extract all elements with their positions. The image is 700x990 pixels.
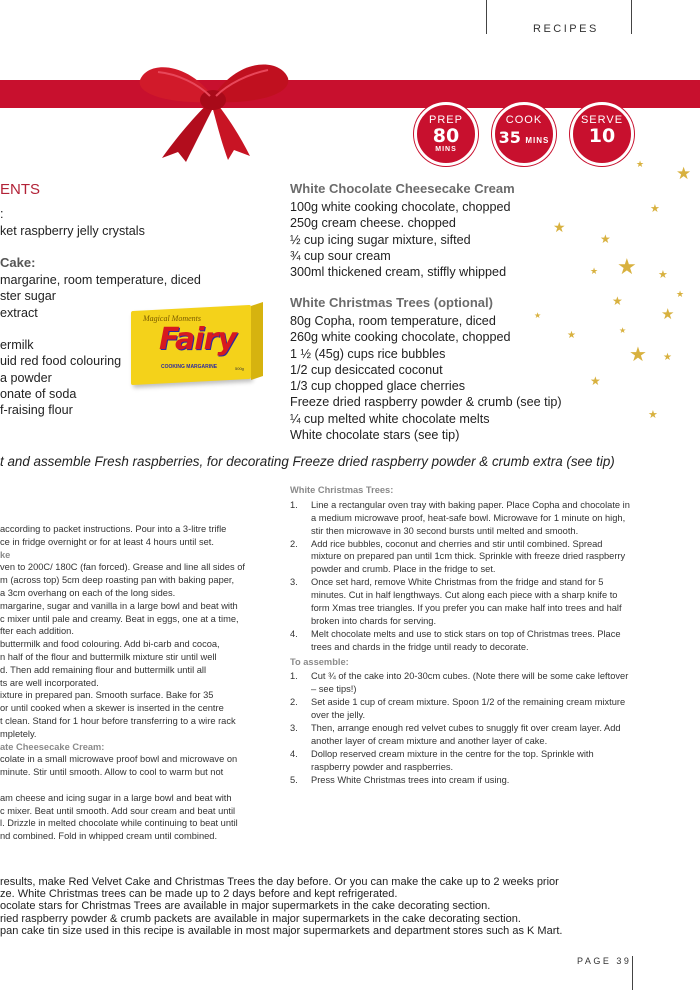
step-text: Press White Christmas trees into cream if using.: [311, 774, 510, 785]
star-icon: ★: [658, 269, 668, 281]
step-text: Melt chocolate melts and use to stick stars on top of Christmas trees. Place trees and chards in the fridge until ready to decorate.: [311, 628, 621, 652]
product-tagline: Magical Moments: [143, 314, 201, 323]
step-number: 3.: [290, 723, 298, 734]
method-line: ts are well incorporated.: [0, 677, 99, 688]
method-subheading: ke: [0, 549, 11, 560]
fairy-margarine-box: [131, 302, 263, 384]
method-left-column: [0, 523, 245, 843]
tip-line: results, make Red Velvet Cake and Christmas Trees the day before. Or you can make the cake up to 2 weeks prior: [0, 876, 559, 888]
method-line: according to packet instructions. Pour into a 3-litre trifle: [0, 524, 227, 534]
step-number: 2.: [290, 538, 298, 549]
star-icon: ★: [612, 294, 623, 308]
product-subtitle: COOKING MARGARINE: [161, 364, 218, 370]
star-icon: ★: [663, 352, 672, 363]
star-icon: ★: [600, 232, 611, 246]
ingredients-heading: ENTS: [0, 181, 41, 198]
method-line: nd combined. Fold in whipped cream until combined.: [0, 831, 218, 842]
step-text: Set aside 1 cup of cream mixture. Spoon 1/2 of the remaining cream mixture over the jelly.: [311, 697, 626, 721]
method-line: d. Then add remaining flour and buttermilk until all: [0, 664, 207, 675]
header-divider-left: [486, 0, 487, 34]
trees-heading: White Christmas Trees (optional): [290, 295, 493, 310]
serve-label: SERVE: [580, 114, 624, 126]
product-brand: Fairy: [159, 322, 236, 357]
step-number: 1.: [290, 671, 298, 682]
ingredient-line: :: [0, 207, 4, 221]
cook-value: 35: [498, 128, 521, 147]
star-icon: ★: [676, 164, 692, 183]
ingredient-line: ermilk: [0, 338, 34, 353]
trees-ingredients: [290, 313, 562, 443]
method-step: [290, 722, 635, 748]
serve-badge: [570, 102, 634, 166]
trees-method-heading: White Christmas Trees:: [290, 485, 394, 495]
method-line: l. Drizzle in melted chocolate while continuing to beat until: [0, 818, 238, 829]
method-line: c mixer until pale and creamy. Beat in eggs, one at a time,: [0, 613, 239, 624]
cream-heading: White Chocolate Cheesecake Cream: [290, 181, 515, 196]
method-line: ven to 200C/ 180C (fan forced). Grease and line all sides of: [0, 562, 245, 573]
method-step: [290, 748, 635, 774]
assemble-ingredients-line: t and assemble Fresh raspberries, for decorating Freeze dried raspberry powder & crumb extra (see tip): [0, 454, 615, 469]
ingredient-line: Freeze dried raspberry powder & crumb (see tip): [290, 395, 562, 410]
header-divider-right: [631, 0, 632, 34]
star-icon: ★: [619, 326, 627, 335]
step-text: Dollop reserved cream mixture in the centre for the top. Sprinkle with raspberry powder and raspberries.: [311, 748, 594, 772]
method-step: [290, 774, 635, 787]
ingredient-line: 1 ½ (45g) cups rice bubbles: [290, 346, 446, 361]
method-line: fter each addition.: [0, 626, 74, 637]
method-step: [290, 628, 635, 654]
ingredient-line: 300ml thickened cream, stiffly whipped: [290, 265, 507, 280]
ingredient-line: ket raspberry jelly crystals: [0, 224, 145, 238]
star-icon: ★: [648, 409, 658, 421]
bow-icon: [128, 52, 298, 164]
method-line: am cheese and icing sugar in a large bowl and beat with: [0, 792, 232, 803]
step-number: 4.: [290, 748, 298, 759]
method-line: or until cooked when a skewer is inserted in the centre: [0, 703, 224, 714]
step-number: 3.: [290, 577, 298, 588]
star-icon: ★: [650, 203, 660, 215]
assemble-method-steps: [290, 670, 635, 786]
method-subheading: ate Cheesecake Cream:: [0, 741, 105, 752]
prep-time-badge: [414, 102, 478, 166]
method-line: colate in a small microwave proof bowl and microwave on: [0, 754, 238, 765]
method-line: margarine, sugar and vanilla in a large bowl and beat with: [0, 600, 238, 611]
tip-line: pan cake tin size used in this recipe is available in most major supermarkets and department stores such as K Mart.: [0, 924, 563, 937]
ingredient-line: 250g cream cheese. chopped: [290, 216, 456, 231]
step-number: 5.: [290, 774, 298, 785]
tip-line: ze. White Christmas trees can be made up to 2 days before and kept refrigerated.: [0, 888, 398, 901]
ingredient-line: onate of soda: [0, 387, 77, 402]
ingredient-line: uid red food colouring: [0, 354, 122, 369]
method-step: [290, 499, 635, 538]
cream-ingredients: [290, 199, 511, 280]
tip-line: ocolate stars for Christmas Trees are available in major supermarkets in the cake decorating section.: [0, 900, 491, 913]
star-icon: ★: [676, 289, 685, 299]
method-step: [290, 670, 635, 696]
ingredient-line: White chocolate stars (see tip): [290, 428, 460, 443]
method-line: ce in fridge overnight or for at least 4 hours until set.: [0, 536, 214, 547]
ingredient-line: 80g Copha, room temperature, diced: [290, 314, 496, 328]
cook-label: COOK: [505, 114, 543, 126]
prep-label: PREP: [429, 114, 463, 126]
ingredient-line: 260g white cooking chocolate, chopped: [290, 330, 511, 345]
star-icon: ★: [629, 344, 647, 366]
step-text: Once set hard, remove White Christmas from the fridge and stand for 5 minutes. Cut in half lengthways. Cut along each piece with a sharp knife to form Xmas tree triangles. If you prefer you can make half into trees and half broken into chards for serving.: [311, 577, 622, 626]
trees-method-steps: [290, 499, 635, 654]
star-icon: ★: [617, 254, 637, 279]
serve-value: 10: [588, 125, 616, 147]
ingredient-line: margarine, room temperature, diced: [0, 273, 201, 287]
ingredient-line: a powder: [0, 370, 52, 385]
tip-line: ried raspberry powder & crumb packets are available in major supermarkets in the cake decorating section.: [0, 912, 521, 925]
ingredient-line: ¾ cup sour cream: [290, 248, 391, 263]
method-line: mpletely.: [0, 728, 37, 739]
method-step: [290, 538, 635, 577]
prep-value: 80: [432, 125, 460, 147]
method-line: t clean. Stand for 1 hour before transferring to a wire rack: [0, 715, 236, 726]
star-icon: ★: [661, 306, 675, 323]
star-icon: ★: [636, 159, 645, 169]
method-line: m (across top) 5cm deep roasting pan with baking paper,: [0, 575, 235, 586]
cook-time-badge: [492, 102, 556, 166]
method-step: [290, 696, 635, 722]
assemble-method-heading: To assemble:: [290, 656, 349, 667]
star-icon: ★: [590, 266, 599, 276]
ingredient-line: ¼ cup melted white chocolate melts: [290, 411, 490, 426]
step-text: Then, arrange enough red velvet cubes to snuggly fit over cream layer. Add another layer of cream mixture and another layer of cake.: [311, 723, 621, 746]
ingredient-line: ster sugar: [0, 289, 56, 304]
ingredient-line: 100g white cooking chocolate, chopped: [290, 200, 511, 214]
ingredient-line: 1/3 cup chopped glace cherries: [290, 379, 466, 394]
ingredient-line: extract: [0, 305, 38, 320]
method-line: c mixer. Beat until smooth. Add sour cream and beat until: [0, 805, 236, 816]
method-line: [0, 779, 245, 792]
step-number: 4.: [290, 628, 298, 639]
method-line: n half of the flour and buttermilk mixture stir until well: [0, 651, 217, 662]
tips-section: [0, 876, 562, 937]
product-weight: 500g: [235, 366, 244, 371]
method-right-column: [290, 484, 635, 787]
method-step: [290, 576, 635, 628]
step-text: Cut ¾ of the cake into 20-30cm cubes. (Note there will be some cake leftover – see tips!): [311, 671, 629, 695]
ingredient-line: 1/2 cup desiccated coconut: [290, 362, 443, 377]
prep-unit: MINS: [435, 146, 457, 153]
cake-heading: Cake:: [0, 255, 36, 270]
method-line: buttermilk and food colouring. Add bi-carb and cocoa,: [0, 639, 220, 650]
footer-divider: [632, 956, 633, 990]
step-number: 2.: [290, 697, 298, 708]
section-label: RECIPES: [533, 23, 599, 35]
step-number: 1.: [290, 499, 298, 510]
method-line: minute. Stir until smooth. Allow to cool to warm but not: [0, 767, 224, 778]
star-icon: ★: [567, 330, 576, 341]
star-icon: ★: [534, 311, 542, 320]
method-line: ixture in prepared pan. Smooth surface. Bake for 35: [0, 690, 214, 701]
step-text: Line a rectangular oven tray with baking paper. Place Copha and chocolate in a medium microwave proof, heat-safe bowl. Microwave for 1 minute on high, stir then microwave in 30 second bursts until melted and smooth.: [311, 499, 630, 536]
ingredient-line: f-raising flour: [0, 403, 73, 418]
ingredient-line: ½ cup icing sugar mixture, sifted: [290, 232, 471, 247]
step-text: Add rice bubbles, coconut and cherries and stir until combined. Spread mixture on prepared pan until 1cm thick. Sprinkle with freeze dried raspberry powder and crumb. Place in the fridge to set.: [311, 538, 626, 575]
cook-unit: MINS: [525, 136, 550, 145]
method-line: a 3cm overhang on each of the long sides.: [0, 587, 176, 598]
star-icon: ★: [553, 219, 566, 235]
page-number: PAGE 39: [577, 956, 632, 966]
star-icon: ★: [590, 374, 601, 388]
